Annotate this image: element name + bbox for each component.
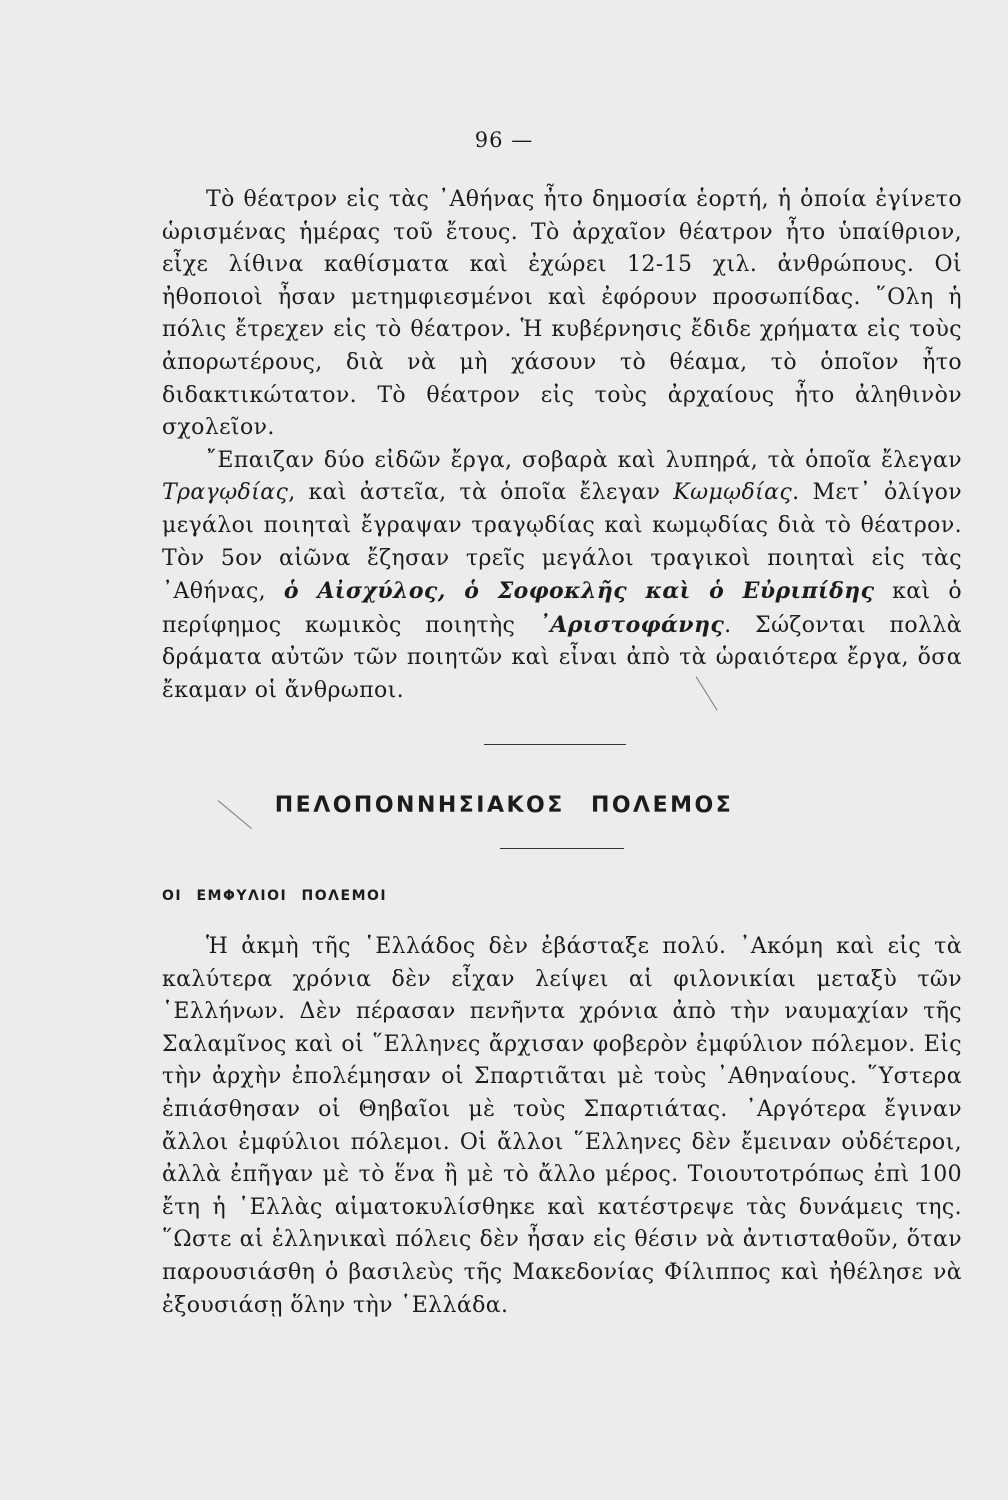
section-heading: ΠΕΛΟΠΟΝΝΗΣΙΑΚΟΣ ΠΟΛΕΜΟΣ	[274, 793, 734, 818]
paragraph-theatre	[162, 184, 962, 445]
paragraph-text: Τὸ θέατρον εἰς τὰς ᾿Αθήνας ἦτο δημοσία ἑορτή, ἡ ὁποία ἐγίνετο ὡρισμένας ἡμέρας τοῦ ἔτους. Τὸ ἀρχαῖον θέατρον ἦτο ὑπαίθριον, εἶχε λίθινα καθίσματα καὶ ἐχώρει 12-15 χιλ. ἀνθρώπους. Οἱ ἠθοποιοὶ ἦσαν μετημφιεσμένοι καὶ ἐφόρουν προσωπίδας. ῞Ολη ἡ πόλις ἔτρεχεν εἰς τὸ θέατρον. Ἡ κυβέρνησις ἔδιδε χρήματα εἰς τοὺς ἀπορωτέρους, διὰ νὰ μὴ χάσουν τὸ θέαμα, τὸ ὁποῖον ἦτο διδακτικώτατον. Τὸ θέατρον εἰς τοὺς ἀρχαίους ἦτο ἀληθινὸν σχολεῖον.	[162, 187, 962, 441]
term-comedies: Κωμῳδίας	[673, 480, 793, 506]
paragraph-text: . Σώζονται πολλὰ δράματα αὐτῶν τῶν ποιητῶν καὶ εἶναι ἀπὸ τὰ ὡραιότερα ἔργα, ὅσα ἔκαμαν οἱ ἄνθρωποι.	[162, 612, 962, 703]
page-number: 96 —	[474, 128, 534, 152]
section-divider-top	[484, 744, 626, 745]
paragraph-drama	[162, 445, 962, 708]
paragraph-text: καὶ ὁ περίφημος κωμικὸς ποιητὴς	[162, 579, 962, 638]
comic-poet-name: ᾿Αριστοφάνης	[538, 611, 725, 638]
theatre-text	[162, 184, 962, 708]
term-tragedies: Τραγῳδίας	[162, 480, 289, 506]
paragraph-text: . Μετ᾿ ὀλίγον μεγάλοι ποιηταὶ ἔγραψαν τραγῳδίας καὶ κωμῳδίας διὰ τὸ θέατρον. Τὸν 5ον αἰῶνα ἔζησαν τρεῖς μεγάλοι τραγικοὶ ποιηταὶ εἰς τὰς ᾿Αθήνας,	[162, 480, 963, 605]
paragraph-text: Ἡ ἀκμὴ τῆς ῾Ελλάδος δὲν ἐβάσταξε πολύ. ᾿Ακόμη καὶ εἰς τὰ καλύτερα χρόνια δὲν εἶχαν λείψει αἱ φιλονικίαι μεταξὺ τῶν ῾Ελλήνων. Δὲν πέρασαν πενῆντα χρόνια ἀπὸ τὴν ναυμαχίαν τῆς Σαλαμῖνος καὶ οἱ ῞Ελληνες ἄρχισαν φοβερὸν ἐμφύλιον πόλεμον. Εἰς τὴν ἀρχὴν ἐπολέμησαν οἱ Σπαρτιᾶται μὲ τοὺς ᾿Αθηναίους. ῞Υστερα ἐπιάσθησαν οἱ Θηβαῖοι μὲ τοὺς Σπαρτιάτας. ᾿Αργότερα ἔγιναν ἄλλοι ἐμφύλιοι πόλεμοι. Οἱ ἄλλοι ῞Ελληνες δὲν ἔμειναν οὐδέτεροι, ἀλλὰ ἐπῆγαν μὲ τὸ ἕνα ἢ μὲ τὸ ἄλλο μέρος. Τοιουτοτρόπως ἐπὶ 100 ἔτη ἡ ῾Ελλὰς αἱματοκυλίσθηκε καὶ κατέστρεψε τὰς δυνάμεις της. ῞Ωστε αἱ ἑλληνικαὶ πόλεις δὲν ἦσαν εἰς θέσιν νὰ ἀντισταθοῦν, ὅταν παρουσιάσθη ὁ βασιλεὺς τῆς Μακεδονίας Φίλιππος καὶ ἠθέλησε νὰ ἐξουσιάσῃ ὅλην τὴν ῾Ελλάδα.	[162, 934, 962, 1318]
paragraph-text: , καὶ ἀστεῖα, τὰ ὁποῖα ἔλεγαν	[288, 480, 674, 506]
civil-wars-text	[162, 931, 962, 1322]
paragraph-civil-wars	[162, 931, 962, 1322]
tragic-poets-names: ὁ Αἰσχύλος, ὁ Σοφοκλῆς καὶ ὁ Εὐριπίδης	[283, 578, 875, 605]
section-divider-bottom	[500, 848, 624, 849]
subsection-heading: ΟΙ ΕΜΦΥΛΙΟΙ ΠΟΛΕΜΟΙ	[162, 888, 388, 904]
paragraph-text: ῎Επαιζαν δύο εἰδῶν ἔργα, σοβαρὰ καὶ λυπηρά, τὰ ὁποῖα ἔλεγαν	[206, 447, 962, 473]
